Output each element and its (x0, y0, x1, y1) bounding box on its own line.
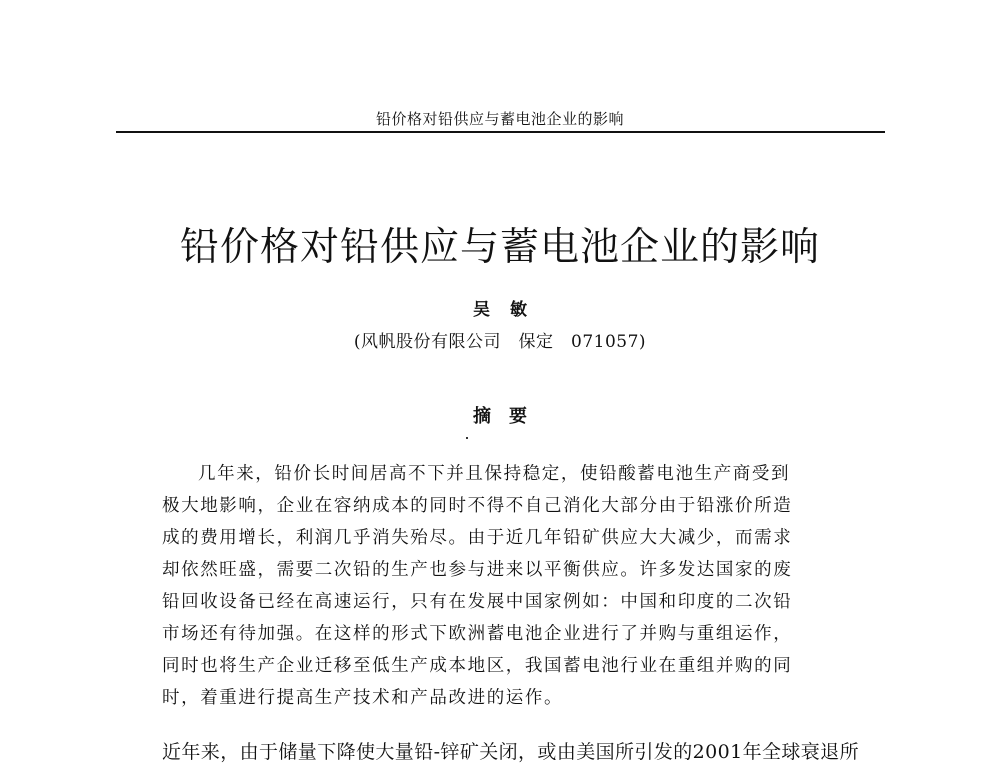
abstract-line: 成的费用增长，利润几乎消失殆尽。由于近几年铅矿供应大大减少，而需求 (162, 528, 793, 548)
abstract-line: 极大地影响，企业在容纳成本的同时不得不自己消化大部分由于铅涨价所造 (162, 496, 793, 516)
paper-title: 铅价格对铅供应与蓄电池企业的影响 (179, 225, 820, 270)
body-paragraph-line: 近年来，由于储量下降使大量铅-锌矿关闭，或由美国所引发的2001年全球衰退所 (162, 741, 859, 763)
abstract-line: 铅回收设备已经在高速运行，只有在发展中国家例如：中国和印度的二次铅 (162, 592, 793, 612)
abstract-line: 市场还有待加强。在这样的形式下欧洲蓄电池企业进行了并购与重组运作， (162, 624, 793, 644)
abstract-line: 几年来，铅价长时间居高不下并且保持稳定，使铅酸蓄电池生产商受到 (198, 464, 791, 484)
abstract-heading: 摘要 (473, 406, 545, 427)
scan-speck (466, 437, 468, 439)
author-name: 吴敏 (473, 300, 547, 320)
author-affiliation: (风帆股份有限公司 保定 071057) (353, 332, 647, 352)
abstract-line: 却依然旺盛，需要二次铅的生产也参与进来以平衡供应。许多发达国家的废 (162, 560, 793, 580)
running-header: 铅价格对铅供应与蓄电池企业的影响 (375, 110, 624, 128)
abstract-line: 时，着重进行提高生产技术和产品改进的运作。 (162, 688, 564, 708)
abstract-line: 同时也将生产企业迁移至低生产成本地区，我国蓄电池行业在重组并购的同 (162, 656, 793, 676)
header-rule (116, 131, 885, 133)
